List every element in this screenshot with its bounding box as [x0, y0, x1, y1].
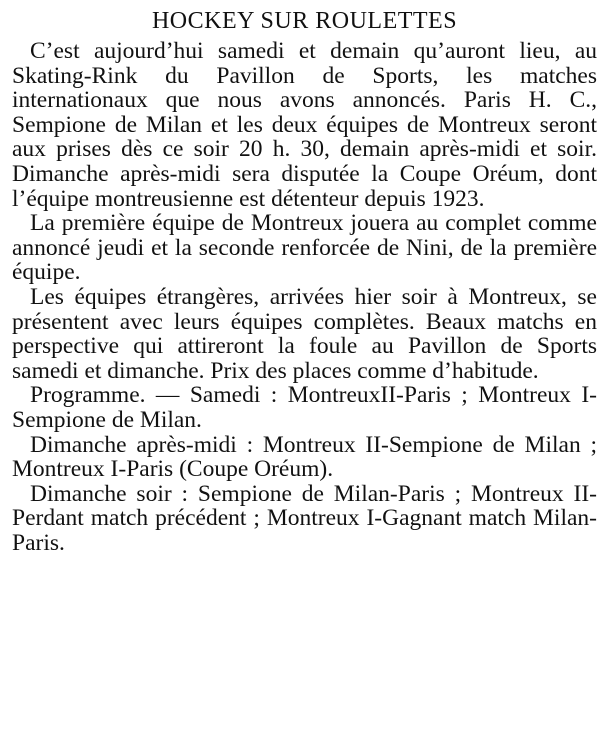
- article-title: HOCKEY SUR ROULETTES: [151, 8, 458, 34]
- article-paragraph: C’est aujourd’hui samedi et demain qu’auront lieu, au Skating-Rink du Pavillon de Sports, les matches internationaux que nous avons annoncés. Paris H. C., Sempione de Milan et les deux équipes de Montreux seront aux prises dès ce soir 20 h. 30, demain après-midi et soir. Dimanche après-midi sera disputée la Coupe Oréum, dont l’équipe montreusienne est détenteur depuis 1923.: [12, 38, 597, 212]
- article-paragraph: La première équipe de Montreux jouera au complet comme annoncé jeudi et la seconde renforcée de Nini, de la première équipe.: [12, 210, 597, 286]
- article-paragraph: Dimanche soir : Sempione de Milan-Paris ; Montreux II-Perdant match précédent ; Montreux I-Gagnant match Milan-Paris.: [12, 480, 597, 556]
- article-paragraph: Dimanche après-midi : Montreux II-Sempione de Milan ; Montreux I-Paris (Coupe Oréum).: [12, 431, 597, 483]
- article-paragraph: Programme. — Samedi : MontreuxII-Paris ; Montreux I-Sempione de Milan.: [12, 382, 597, 433]
- article-paragraph: Les équipes étrangères, arrivées hier soir à Montreux, se présentent avec leurs équipes complètes. Beaux matchs en perspective qui attireront la foule au Pavillon de Sports samedi et dimanche. Prix des places comme d’habitude.: [12, 283, 597, 384]
